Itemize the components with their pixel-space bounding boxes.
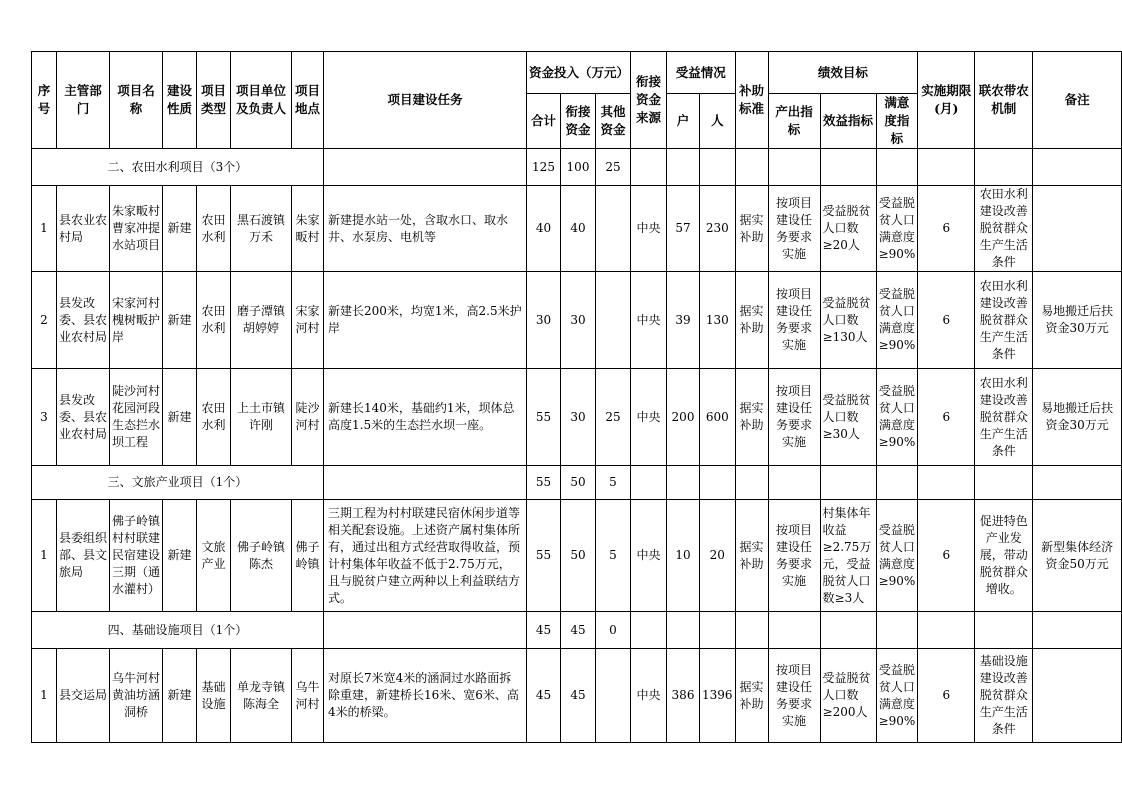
table-row: [32, 186, 1122, 272]
row-people: 230: [700, 186, 736, 272]
section-link: 45: [561, 612, 596, 649]
table-row: [32, 272, 1122, 369]
row-link: 40: [561, 186, 596, 272]
row-mechanism: 农田水利建设改善脱贫群众生产生活条件: [975, 272, 1033, 369]
row-mechanism: 促进特色产业发展，带动脱贫群众增收。: [975, 500, 1033, 612]
row-name: 朱家畈村曹家冲提水站项目: [110, 186, 163, 272]
row-remark: [1033, 649, 1122, 743]
row-satisfaction: 受益脱贫人口满意度≥90%: [876, 272, 918, 369]
row-place: 乌牛河村: [292, 649, 324, 743]
row-output: 按项目建设任务要求实施: [768, 186, 820, 272]
header-seq: 序号: [32, 52, 57, 149]
row-link: 45: [561, 649, 596, 743]
row-households: 57: [667, 186, 700, 272]
row-people: 600: [700, 369, 736, 466]
row-link: 30: [561, 369, 596, 466]
section-row: [32, 149, 1122, 186]
row-seq: 1: [32, 186, 57, 272]
row-output: 按项目建设任务要求实施: [768, 649, 820, 743]
row-place: 朱家畈村: [292, 186, 324, 272]
section-blank: [324, 149, 527, 186]
row-satisfaction: 受益脱贫人口满意度≥90%: [876, 649, 918, 743]
row-remark: [1033, 186, 1122, 272]
row-type: 文旅产业: [197, 500, 231, 612]
row-dept: 县发改委、县农业农村局: [57, 369, 110, 466]
row-other: 5: [596, 500, 631, 612]
header-total: 合计: [527, 94, 561, 149]
header-funds: 资金投入（万元）: [527, 52, 631, 94]
row-seq: 2: [32, 272, 57, 369]
row-households: 10: [667, 500, 700, 612]
row-seq: 3: [32, 369, 57, 466]
header-source: 衔接资金来源: [631, 52, 667, 149]
row-effect: 受益脱贫人口数≥130人: [820, 272, 876, 369]
row-effect: 受益脱贫人口数≥20人: [820, 186, 876, 272]
header-satisfaction: 满意度指标: [876, 94, 918, 149]
section-total: 45: [527, 612, 561, 649]
row-name: 宋家河村槐树畈护岸: [110, 272, 163, 369]
section-row: [32, 612, 1122, 649]
row-seq: 1: [32, 500, 57, 612]
header-effect: 效益指标: [820, 94, 876, 149]
row-other: 25: [596, 369, 631, 466]
row-place: 佛子岭镇: [292, 500, 324, 612]
section-blank: [324, 612, 527, 649]
row-dept: 县交运局: [57, 649, 110, 743]
section-other: 5: [596, 466, 631, 500]
header-place: 项目地点: [292, 52, 324, 149]
section-title: 三、文旅产业项目（1个）: [32, 466, 324, 500]
header-households: 户: [667, 94, 700, 149]
row-unit: 磨子潭镇胡婷婷: [231, 272, 292, 369]
header-subsidy: 补助标准: [735, 52, 768, 149]
row-satisfaction: 受益脱贫人口满意度≥90%: [876, 369, 918, 466]
header-people: 人: [700, 94, 736, 149]
row-unit: 上土市镇许刚: [231, 369, 292, 466]
row-satisfaction: 受益脱贫人口满意度≥90%: [876, 186, 918, 272]
row-source: 中央: [631, 369, 667, 466]
header-other-funds: 其他资金: [596, 94, 631, 149]
row-period: 6: [918, 186, 975, 272]
row-place: 陡沙河村: [292, 369, 324, 466]
section-total: 55: [527, 466, 561, 500]
header-task: 项目建设任务: [324, 52, 527, 149]
row-dept: 县农业农村局: [57, 186, 110, 272]
row-remark: 新型集体经济资金50万元: [1033, 500, 1122, 612]
row-output: 按项目建设任务要求实施: [768, 369, 820, 466]
row-period: 6: [918, 272, 975, 369]
row-output: 按项目建设任务要求实施: [768, 272, 820, 369]
row-source: 中央: [631, 272, 667, 369]
row-nature: 新建: [163, 500, 197, 612]
row-effect: 村集体年收益≥2.75万元，受益脱贫人口数≥3人: [820, 500, 876, 612]
row-source: 中央: [631, 649, 667, 743]
row-subsidy: 据实补助: [735, 272, 768, 369]
row-households: 386: [667, 649, 700, 743]
header-period: 实施期限(月): [918, 52, 975, 149]
row-name: 乌牛河村黄油坊涵洞桥: [110, 649, 163, 743]
row-nature: 新建: [163, 272, 197, 369]
row-period: 6: [918, 369, 975, 466]
row-unit: 单龙寺镇陈海全: [231, 649, 292, 743]
row-unit: 黑石渡镇万禾: [231, 186, 292, 272]
row-task: 三期工程为村村联建民宿休闲步道等相关配套设施。上述资产属村集体所有，通过出租方式经营取得收益，预计村集体年收益不低于2.75万元，且与脱贫户建立两种以上利益联结方式。: [324, 500, 527, 612]
row-other: [596, 272, 631, 369]
row-task: 新建长200米，均宽1米，高2.5米护岸: [324, 272, 527, 369]
row-output: 按项目建设任务要求实施: [768, 500, 820, 612]
header-type: 项目类型: [197, 52, 231, 149]
row-unit: 佛子岭镇陈杰: [231, 500, 292, 612]
row-source: 中央: [631, 500, 667, 612]
header-mechanism: 联农带农机制: [975, 52, 1033, 149]
header-nature: 建设性质: [163, 52, 197, 149]
row-type: 农田水利: [197, 369, 231, 466]
row-total: 55: [527, 500, 561, 612]
header-dept: 主管部门: [57, 52, 110, 149]
section-title: 四、基础设施项目（1个）: [32, 612, 324, 649]
section-title: 二、农田水利项目（3个）: [32, 149, 324, 186]
table-row: [32, 369, 1122, 466]
header-output: 产出指标: [768, 94, 820, 149]
row-dept: 县发改委、县农业农村局: [57, 272, 110, 369]
header-remark: 备注: [1033, 52, 1122, 149]
row-source: 中央: [631, 186, 667, 272]
row-remark: 易地搬迁后扶资金30万元: [1033, 369, 1122, 466]
row-type: 农田水利: [197, 272, 231, 369]
section-blank: [324, 466, 527, 500]
row-mechanism: 农田水利建设改善脱贫群众生产生活条件: [975, 186, 1033, 272]
row-other: [596, 649, 631, 743]
row-households: 39: [667, 272, 700, 369]
header-perf: 绩效目标: [768, 52, 918, 94]
row-type: 基础设施: [197, 649, 231, 743]
row-households: 200: [667, 369, 700, 466]
row-total: 55: [527, 369, 561, 466]
row-task: 新建长140米，基础约1米，坝体总高度1.5米的生态拦水坝一座。: [324, 369, 527, 466]
section-other: 0: [596, 612, 631, 649]
header-link-funds: 衔接资金: [561, 94, 596, 149]
row-people: 1396: [700, 649, 736, 743]
row-dept: 县委组织部、县文旅局: [57, 500, 110, 612]
row-task: 新建提水站一处，含取水口、取水井、水泵房、电机等: [324, 186, 527, 272]
section-row: [32, 466, 1122, 500]
row-link: 30: [561, 272, 596, 369]
row-subsidy: 据实补助: [735, 500, 768, 612]
row-effect: 受益脱贫人口数≥30人: [820, 369, 876, 466]
section-total: 125: [527, 149, 561, 186]
row-nature: 新建: [163, 186, 197, 272]
row-name: 佛子岭镇村村联建民宿建设三期（通水灌村）: [110, 500, 163, 612]
row-subsidy: 据实补助: [735, 186, 768, 272]
row-subsidy: 据实补助: [735, 649, 768, 743]
row-satisfaction: 受益脱贫人口满意度≥90%: [876, 500, 918, 612]
row-other: [596, 186, 631, 272]
section-other: 25: [596, 149, 631, 186]
header-unit: 项目单位及负责人: [231, 52, 292, 149]
row-period: 6: [918, 500, 975, 612]
table-row: [32, 500, 1122, 612]
header-name: 项目名称: [110, 52, 163, 149]
row-total: 40: [527, 186, 561, 272]
row-remark: 易地搬迁后扶资金30万元: [1033, 272, 1122, 369]
row-name: 陡沙河村花园河段生态拦水坝工程: [110, 369, 163, 466]
row-nature: 新建: [163, 649, 197, 743]
row-type: 农田水利: [197, 186, 231, 272]
row-place: 宋家河村: [292, 272, 324, 369]
row-people: 130: [700, 272, 736, 369]
project-table: [31, 51, 1122, 743]
row-mechanism: 基础设施建设改善脱贫群众生产生活条件: [975, 649, 1033, 743]
row-effect: 受益脱贫人口数≥200人: [820, 649, 876, 743]
row-link: 50: [561, 500, 596, 612]
row-mechanism: 农田水利建设改善脱贫群众生产生活条件: [975, 369, 1033, 466]
header-benefit: 受益情况: [667, 52, 736, 94]
row-people: 20: [700, 500, 736, 612]
row-total: 30: [527, 272, 561, 369]
row-nature: 新建: [163, 369, 197, 466]
row-total: 45: [527, 649, 561, 743]
section-link: 100: [561, 149, 596, 186]
row-subsidy: 据实补助: [735, 369, 768, 466]
section-link: 50: [561, 466, 596, 500]
table-row: [32, 649, 1122, 743]
row-period: 6: [918, 649, 975, 743]
row-task: 对原长7米宽4米的涵洞过水路面拆除重建，新建桥长16米、宽6米、高4米的桥梁。: [324, 649, 527, 743]
row-seq: 1: [32, 649, 57, 743]
